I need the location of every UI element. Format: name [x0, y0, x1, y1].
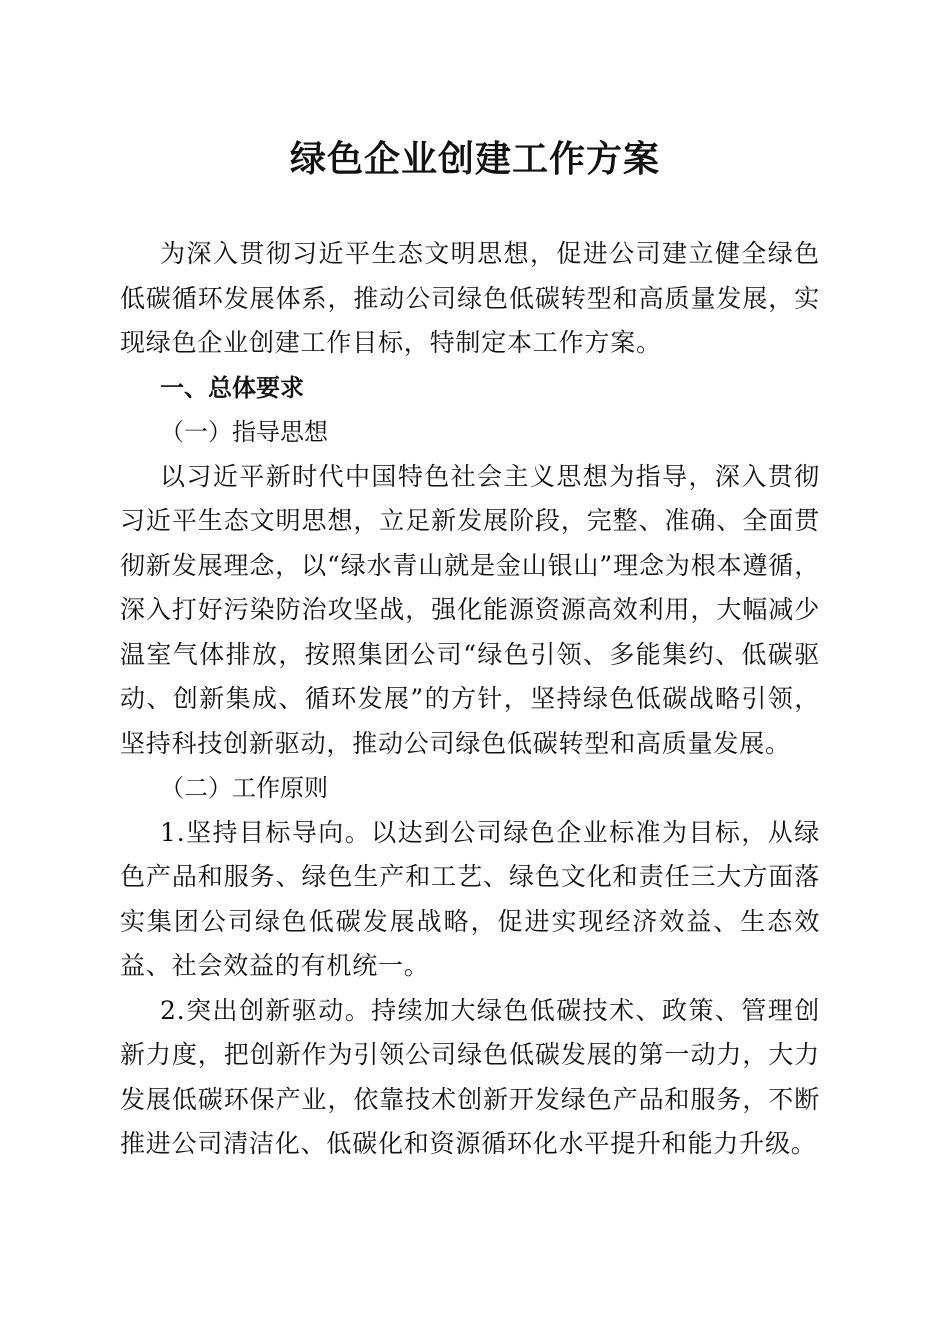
document-body [120, 232, 820, 1167]
guiding-ideology-paragraph: 以习近平新时代中国特色社会主义思想为指导，深入贯彻习近平生态文明思想，立足新发展阶段，完整、准确、全面贯彻新发展理念，以“绿水青山就是金山银山”理念为根本遵循，深入打好污染防治攻坚战，强化能源资源高效利用，大幅减少温室气体排放，按照集团公司“绿色引领、多能集约、低碳驱动、创新集成、循环发展”的方针，坚持绿色低碳战略引领，坚持科技创新驱动，推动公司绿色低碳转型和高质量发展。 [120, 461, 820, 758]
document-title: 绿色企业创建工作方案 [289, 138, 660, 180]
subsection-heading-work-principles: （二）工作原则 [160, 774, 328, 802]
intro-paragraph: 为深入贯彻习近平生态文明思想，促进公司建立健全绿色低碳循环发展体系，推动公司绿色低碳转型和高质量发展，实现绿色企业创建工作目标，特制定本工作方案。 [120, 239, 820, 357]
subsection-heading-guiding-ideology: （一）指导思想 [160, 418, 328, 446]
section-heading-general-requirements: 一、总体要求 [160, 373, 304, 402]
principle-1-paragraph: 1.坚持目标导向。以达到公司绿色企业标准为目标，从绿色产品和服务、绿色生产和工艺、绿色文化和责任三大方面落实集团公司绿色低碳发展战略，促进实现经济效益、生态效益、社会效益的有机统一。 [120, 817, 820, 980]
principle-2-paragraph: 2.突出创新驱动。持续加大绿色低碳技术、政策、管理创新力度，把创新作为引领公司绿色低碳发展的第一动力，大力发展低碳环保产业，依靠技术创新开发绿色产品和服务，不断推进公司清洁化、低碳化和资源循环化水平提升和能力升级。 [120, 995, 820, 1158]
